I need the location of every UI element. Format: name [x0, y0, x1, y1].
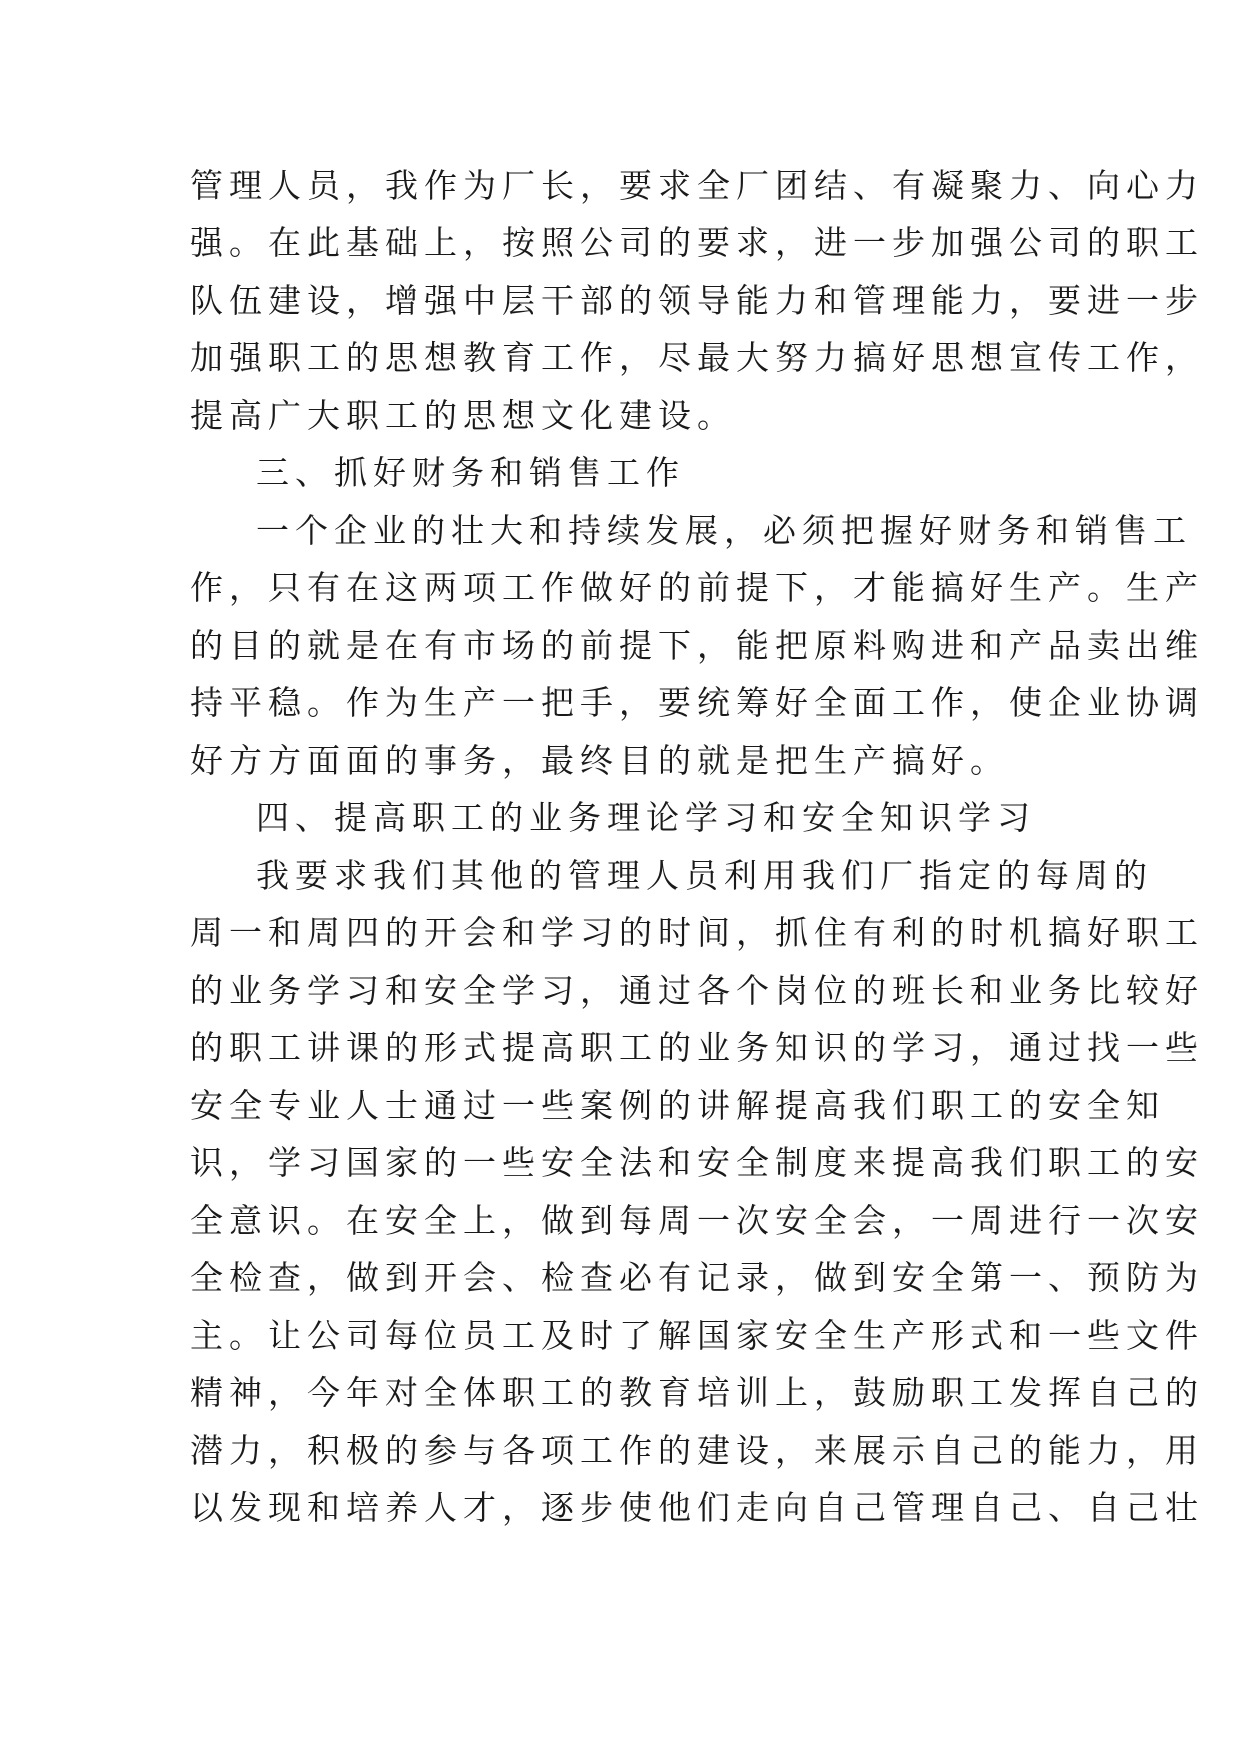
- text-line: 提高广大职工的思想文化建设。: [190, 396, 736, 435]
- text-line: 管理人员，我作为厂长，要求全厂团结、有凝聚力、向心力: [190, 166, 1204, 205]
- text-line: 的职工讲课的形式提高职工的业务知识的学习，通过找一些: [190, 1028, 1204, 1067]
- text-line: 主。让公司每位员工及时了解国家安全生产形式和一些文件: [190, 1316, 1204, 1355]
- text-line: 潜力，积极的参与各项工作的建设，来展示自己的能力，用: [190, 1431, 1204, 1470]
- text-line: 加强职工的思想教育工作，尽最大努力搞好思想宣传工作，: [190, 338, 1204, 377]
- text-line: 强。在此基础上，按照公司的要求，进一步加强公司的职工: [190, 223, 1204, 262]
- section-heading: 三、抓好财务和销售工作: [256, 453, 685, 492]
- text-line: 周一和周四的开会和学习的时间，抓住有利的时机搞好职工: [190, 913, 1204, 952]
- text-line: 安全专业人士通过一些案例的讲解提高我们职工的安全知: [190, 1086, 1165, 1125]
- section-heading: 四、提高职工的业务理论学习和安全知识学习: [256, 798, 1036, 837]
- text-line: 队伍建设，增强中层干部的领导能力和管理能力，要进一步: [190, 281, 1204, 320]
- text-line: 全意识。在安全上，做到每周一次安全会，一周进行一次安: [190, 1201, 1204, 1240]
- text-line: 以发现和培养人才，逐步使他们走向自己管理自己、自己壮: [190, 1488, 1204, 1527]
- text-line: 识，学习国家的一些安全法和安全制度来提高我们职工的安: [190, 1143, 1204, 1182]
- text-line: 全检查，做到开会、检查必有记录，做到安全第一、预防为: [190, 1258, 1204, 1297]
- text-line: 的目的就是在有市场的前提下，能把原料购进和产品卖出维: [190, 626, 1204, 665]
- text-line: 我要求我们其他的管理人员利用我们厂指定的每周的: [256, 856, 1153, 895]
- text-line: 的业务学习和安全学习，通过各个岗位的班长和业务比较好: [190, 971, 1204, 1010]
- text-line: 好方方面面的事务，最终目的就是把生产搞好。: [190, 741, 1009, 780]
- text-line: 持平稳。作为生产一把手，要统筹好全面工作，使企业协调: [190, 683, 1204, 722]
- text-line: 精神，今年对全体职工的教育培训上，鼓励职工发挥自己的: [190, 1373, 1204, 1412]
- text-line: 作，只有在这两项工作做好的前提下，才能搞好生产。生产: [190, 568, 1204, 607]
- text-line: 一个企业的壮大和持续发展，必须把握好财务和销售工: [256, 511, 1192, 550]
